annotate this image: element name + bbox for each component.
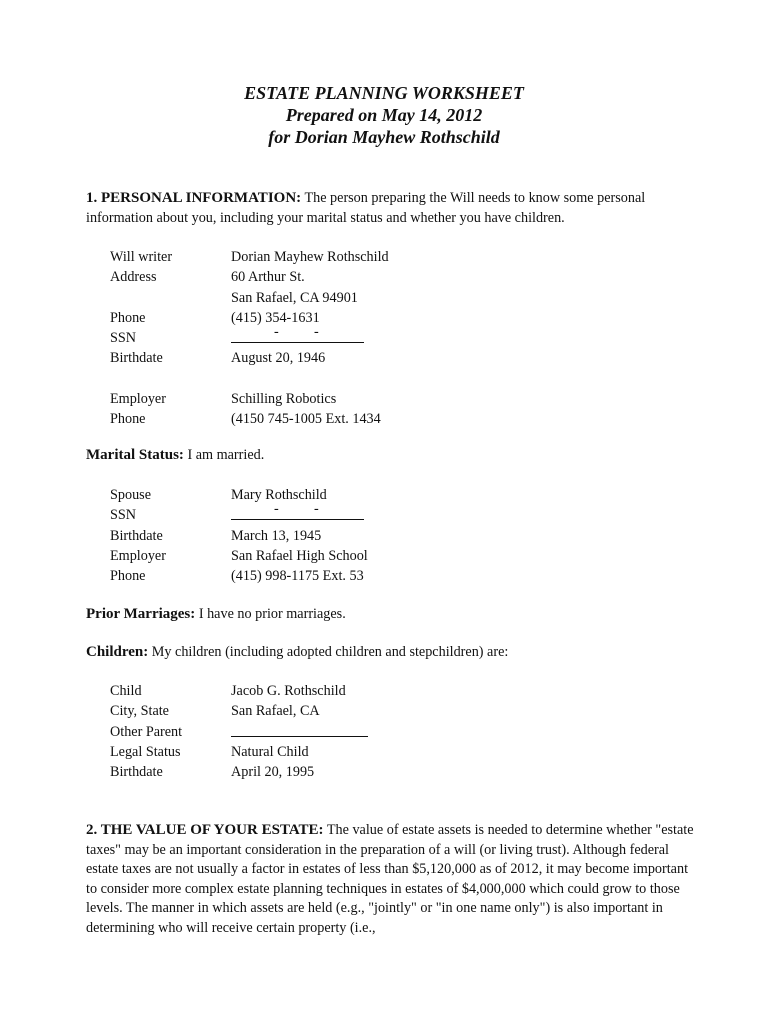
employer-value: Schilling Robotics [231, 391, 337, 408]
birthdate-label: Birthdate [110, 350, 163, 367]
children-text: My children (including adopted children and stepchildren) are: [148, 644, 509, 660]
estate-value-paragraph [86, 821, 696, 938]
spouse-phone-value: (415) 998-1175 Ext. 53 [231, 568, 364, 585]
title-line-2: Prepared on May 14, 2012 [285, 105, 483, 125]
address-line-1: 60 Arthur St. [231, 269, 305, 286]
spouse-birthdate-label: Birthdate [110, 527, 163, 544]
estate-value-heading: 2. THE VALUE OF YOUR ESTATE: [86, 822, 324, 838]
marital-status-paragraph [86, 446, 696, 466]
ssn-underline [231, 519, 364, 520]
child-label: Child [110, 683, 142, 699]
marital-status-text: I am married. [183, 447, 265, 463]
ssn-dash: - [314, 501, 319, 518]
spouse-employer-label: Employer [110, 547, 166, 564]
prior-marriages-paragraph [86, 605, 696, 625]
employer-phone-label: Phone [110, 411, 146, 428]
will-writer-label: Will writer [110, 249, 173, 265]
spouse-label: Spouse [110, 487, 151, 503]
employer-phone-value: (4150 745-1005 Ext. 1434 [231, 411, 381, 428]
ssn-dash: - [314, 324, 319, 341]
spouse-phone-label: Phone [110, 568, 146, 585]
title-line-1: ESTATE PLANNING WORKSHEET [244, 83, 524, 103]
phone-label: Phone [110, 309, 146, 326]
spouse-value: Mary Rothschild [231, 487, 327, 503]
personal-information-heading: 1. PERSONAL INFORMATION: [86, 190, 302, 206]
child-value: Jacob G. Rothschild [231, 683, 346, 699]
other-parent-blank [231, 736, 368, 737]
spouse-birthdate-value: March 13, 1945 [231, 527, 322, 544]
spouse-ssn-label: SSN [110, 507, 137, 524]
child-birthdate-label: Birthdate [110, 764, 163, 781]
children-paragraph [86, 643, 696, 663]
child-city-label: City, State [110, 703, 169, 720]
child-city-value: San Rafael, CA [231, 703, 320, 720]
estate-value-text: The value of estate assets is needed to determine whether "estate taxes" may be an important consideration in the preparation of a will (or living trust). Although federal estate taxes are not usually a factor in estates of less than $5,120,000 as of 2012, it may become important to consider more complex estate planning techniques in estates of $4,000,000 which could grow to those levels. The manner in which assets are held (e.g., "jointly" or "in one name only") is also important in determining who will receive certain property (i.e., [86, 822, 694, 936]
ssn-dash: - [274, 324, 279, 341]
legal-status-label: Legal Status [110, 743, 181, 760]
phone-value: (415) 354-1631 [231, 309, 320, 326]
marital-status-heading: Marital Status: [86, 447, 184, 463]
personal-information-text: The person preparing the Will needs to know some personal information about you, including your marital status and whether you have children. [86, 190, 646, 226]
address-label: Address [110, 269, 157, 286]
child-birthdate-value: April 20, 1995 [231, 764, 315, 781]
children-heading: Children: [86, 644, 149, 660]
other-parent-label: Other Parent [110, 723, 183, 740]
prior-marriages-text: I have no prior marriages. [195, 606, 346, 622]
spouse-employer-value: San Rafael High School [231, 547, 368, 564]
prior-marriages-heading: Prior Marriages: [86, 606, 196, 622]
ssn-dash: - [274, 501, 279, 518]
will-writer-value: Dorian Mayhew Rothschild [231, 249, 389, 265]
ssn-underline [231, 342, 364, 343]
legal-status-value: Natural Child [231, 743, 309, 760]
birthdate-value: August 20, 1946 [231, 350, 326, 367]
document-title [0, 82, 768, 148]
ssn-label: SSN [110, 330, 137, 347]
spouse-ssn-blank [231, 501, 364, 525]
title-line-3: for Dorian Mayhew Rothschild [268, 127, 500, 147]
ssn-blank [231, 324, 364, 348]
employer-label: Employer [110, 391, 166, 408]
address-line-2: San Rafael, CA 94901 [231, 289, 358, 306]
personal-information-paragraph [86, 189, 696, 228]
